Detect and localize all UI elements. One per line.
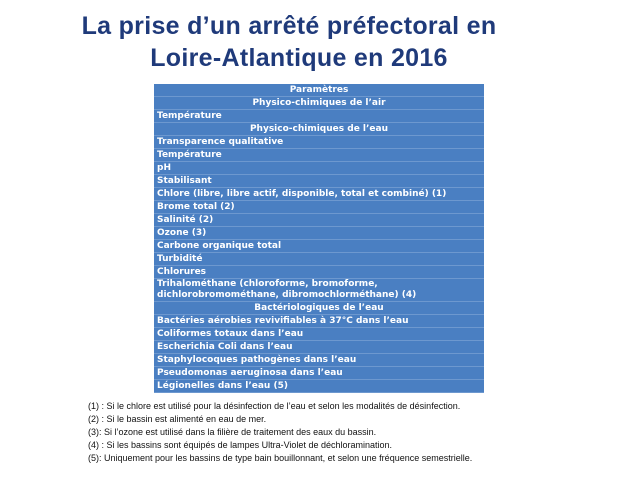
table-section-header [154,84,484,97]
table-row [154,188,484,201]
footnote-5: (5): Uniquement pour les bassins de type bain bouillonnant, et selon une fréquence semestrielle. [88,453,473,463]
table-row [154,149,484,162]
table-row [154,175,484,188]
table-cell: Transparence qualitative [154,136,484,149]
table-cell: Température [154,110,484,123]
table-cell: Chlorures [154,266,484,279]
table-row [154,266,484,279]
table-section-header [154,302,484,315]
table-cell: Carbone organique total [154,240,484,253]
table-row [154,240,484,253]
footnote-2: (2) : Si le bassin est alimenté en eau de mer. [88,414,267,424]
table-row [154,227,484,240]
table-cell: Physico-chimiques de l’air [154,97,484,110]
table-cell: Paramètres [154,84,484,97]
table-row [154,162,484,175]
parameters-table-container [154,84,484,393]
table-section-header [154,123,484,136]
table-cell: Coliformes totaux dans l’eau [154,328,484,341]
table-row [154,279,484,302]
table-row [154,315,484,328]
table-cell: Chlore (libre, libre actif, disponible, total et combiné) (1) [154,188,484,201]
table-cell: Staphylocoques pathogènes dans l’eau [154,354,484,367]
table-cell: Pseudomonas aeruginosa dans l’eau [154,367,484,380]
table-row [154,354,484,367]
table-cell: Ozone (3) [154,227,484,240]
table-cell: Température [154,149,484,162]
footnote-1: (1) : Si le chlore est utilisé pour la désinfection de l’eau et selon les modalités de désinfection. [88,401,461,411]
slide-title-line-2: Loire-Atlantique en 2016 [150,44,448,72]
table-row [154,253,484,266]
table-cell: Turbidité [154,253,484,266]
table-row [154,341,484,354]
slide-title-line-1: La prise d’un arrêté préfectoral en [81,12,497,40]
table-cell: pH [154,162,484,175]
table-cell: Trihalométhane (chloroforme, bromoforme, dichlorobromométhane, dibromochlorméthane) (4) [154,279,484,302]
table-row [154,380,484,393]
table-cell: Bactériologiques de l’eau [154,302,484,315]
table-cell: Physico-chimiques de l’eau [154,123,484,136]
table-cell: Brome total (2) [154,201,484,214]
footnotes [88,400,628,465]
slide-title [0,10,638,74]
table-cell: Légionelles dans l’eau (5) [154,380,484,393]
table-row [154,328,484,341]
table-row [154,367,484,380]
table-cell: Bactéries aérobies revivifiables à 37°C dans l’eau [154,315,484,328]
table-cell: Escherichia Coli dans l’eau [154,341,484,354]
footnote-3: (3): Si l’ozone est utilisé dans la filière de traitement des eaux du bassin. [88,427,377,437]
parameters-table [154,84,484,393]
table-row [154,110,484,123]
table-row [154,201,484,214]
table-cell: Stabilisant [154,175,484,188]
table-cell: Salinité (2) [154,214,484,227]
footnote-4: (4) : Si les bassins sont équipés de lampes Ultra-Violet de déchloramination. [88,440,392,450]
table-row [154,214,484,227]
table-row [154,136,484,149]
table-section-header [154,97,484,110]
